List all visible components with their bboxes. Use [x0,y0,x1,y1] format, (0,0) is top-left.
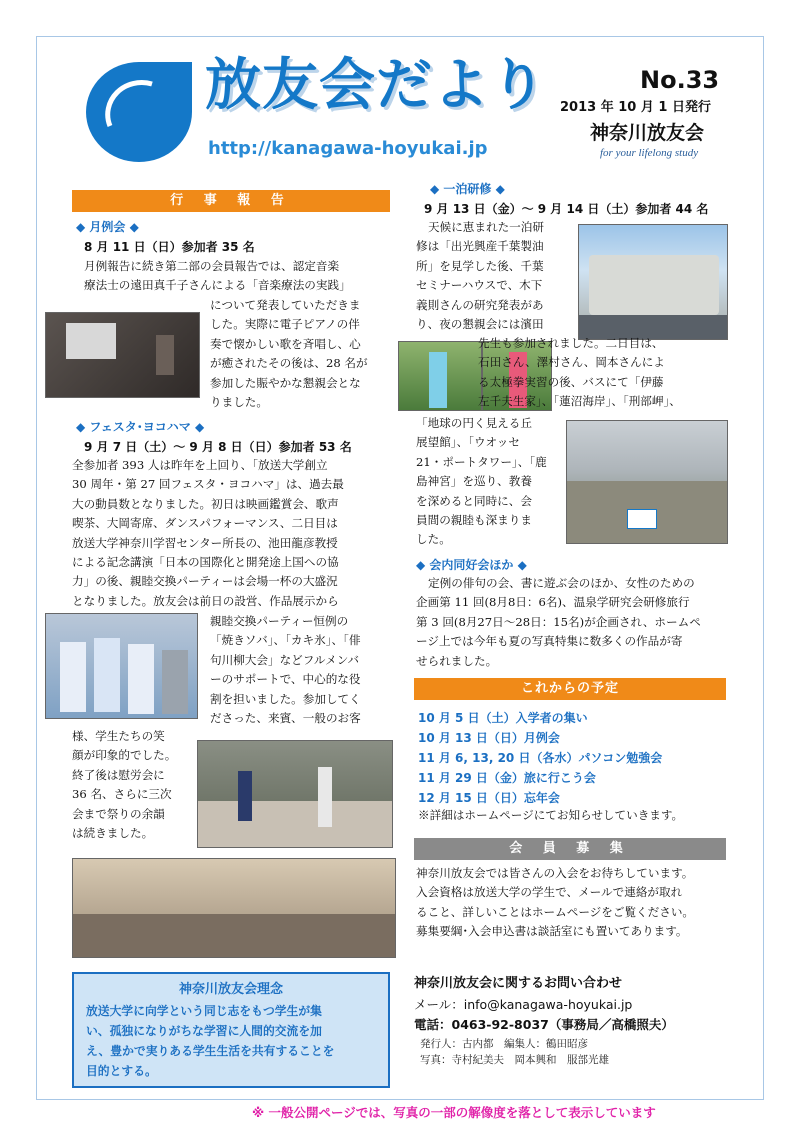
philosophy-title: 神奈川放友会理念 [178,982,283,997]
philosophy-text: 放送大学に向学という同じ志をもつ学生が集 い、孤独になりがちな学習に人間的交流を加 え、豊かで実りある学生生活を共有することを 目的とする。 [86,1004,335,1078]
seminar-house-group-photo [566,420,728,544]
footer-note: ※ 一般公開ページでは、写真の一部の解像度を落として表示しています [252,1105,656,1120]
retreat-text-mid: 先生も参加されました。二日目は、 石田さん、澤村さん、岡本さんによ る太極拳実習の後、バスにて「伊藤 左千夫生家」、「蓮沼海岸」、「刑部岬」、 [478,336,681,409]
credit-editors: 発行人：古内都 編集人：鶴田昭彦 [420,1038,588,1050]
festa-sub: 9 月 7 日（土）～ 9 月 8 日（日）参加者 53 名 [84,440,352,454]
lecture-photo [45,312,200,398]
org-name: 神奈川放友会 [590,122,705,144]
monthly-text-wrap: について発表していただきま した。実際に電子ピアノの伴 奏で懐かしい歌を斉唱し、心 が癒されたその後は、28 名が 参加した賑やかな懇親会とな りました。 [210,298,368,410]
schedule-item: 11 月 6, 13, 20 日（各水）パソコン勉強会 [418,751,663,765]
schedule-item: 10 月 5 日（土）入学者の集い [418,711,588,725]
retreat-text-top: 天候に恵まれた一泊研 修は「出光興産千葉製油 所」を見学した後、千葉 セミナーハウスで、木下 義則さんの研究発表があ り、夜の懇親会には濱田 [416,220,544,332]
schedule-note: ※詳細はホームページにてお知らせしていきます。 [418,808,684,822]
schedule-item: 12 月 15 日（日）忘年会 [418,791,560,805]
festa-text-wrap: 親睦交換パーティー恒例の 「焼きソバ」、「カキ氷」、「俳 句川柳大会」などフルメンバ ーのサポートで、中心的な役 割を担いました。参加してく ださった、来賓、一般のお客 [210,614,361,726]
logo-drop-icon [80,56,198,166]
monthly-text-top: 月例報告に続き第二部の会員報告では、認定音楽 療法士の遠田真千子さんによる「音楽療法の実践」 [84,259,351,293]
festa-text-top: 全参加者 393 人は昨年を上回り、「放送大学創立 30 周年・第 27 回フェスタ・ヨコハマ」は、過去最 大の動員数となりました。初日は映画鑑賞会、歌声 喫茶、大岡寄席、ダンスパフォーマンス、二日目は 放送大学神奈川学習センター所長の、池田龍彦教授 による記念講演「日本の国際化と開発途上国への協 力」の後、親睦交換パーティーは会場一杯の大盛況 となりました。放友会は前日の設営、作品展示から [72,458,344,608]
taichi-photo-left [398,341,482,411]
schedule-item: 10 月 13 日（日）月例会 [418,731,560,745]
motto: for your lifelong study [600,147,699,159]
recruit-header: 会 員 募 集 [414,838,726,860]
philosophy-box [72,972,390,1088]
site-url[interactable]: http://kanagawa-hoyukai.jp [208,138,488,159]
schedule-list [418,708,662,808]
issue-date: 2013 年 10 月 1 日発行 [560,100,711,115]
clubs-tag: ◆ 会内同好会ほか ◆ [416,558,527,572]
recruit-text: 神奈川放友会では皆さんの入会をお待ちしています。 入会資格は放送大学の学生で、メールで連絡が取れ ること、詳しいことはホームページをご覧ください。 募集要綱･入会申込書は談話室にも置いてあります。 [416,866,695,939]
banquet-crowd-photo [72,858,396,958]
contact-email[interactable]: メール：info@kanagawa-hoyukai.jp [414,997,633,1012]
issue-number: No.33 [640,66,720,94]
credit-photos: 写真：寺村紀美夫 岡本興和 服部光雄 [420,1054,609,1066]
contact-phone[interactable]: 電話：0463-92-8037（事務局／高橋照夫） [414,1017,674,1032]
party-stall-photo [197,740,393,848]
festa-text-bottom: 様、学生たちの笑 顔が印象的でした。 終了後は慰労会に 36 名、さらに三次 会まで祭りの余韻 は続きました。 [72,729,177,841]
newsletter-title: 放友会だより [205,53,547,118]
retreat-sub: 9 月 13 日（金）～ 9 月 14 日（土）参加者 44 名 [424,202,709,216]
contact-title: 神奈川放友会に関するお問い合わせ [414,976,623,991]
clubs-text: 定例の俳句の会、書に遊ぶ会のほか、女性のための 企画第 11 回(8月8日：6名)、温泉学研究会研修旅行 第 3 回(8月27日～28日：15名)が企画され、ホームペ ージ上では今年も夏の写真特集に数多くの作品が寄 せられました。 [416,576,701,668]
events-header: 行 事 報 告 [72,190,390,212]
monthly-sub: 8 月 11 日（日）参加者 35 名 [84,240,255,254]
schedule-item: 11 月 29 日（金）旅に行こう会 [418,771,596,785]
refinery-tank-photo [578,224,728,340]
festa-members-photo [45,613,198,719]
festa-tag: ◆ フェスタ･ヨコハマ ◆ [76,420,205,434]
schedule-header: これからの予定 [414,678,726,700]
retreat-tag: ◆ 一泊研修 ◆ [430,182,505,196]
monthly-tag: ◆ 月例会 ◆ [76,220,139,234]
retreat-text-bottom: 「地球の円く見える丘 展望館」、「ウオッセ 21・ポートタワー」、「鹿 島神宮」を巡り、教養 を深めると同時に、会 員間の親睦も深まりま した。 [416,416,547,547]
